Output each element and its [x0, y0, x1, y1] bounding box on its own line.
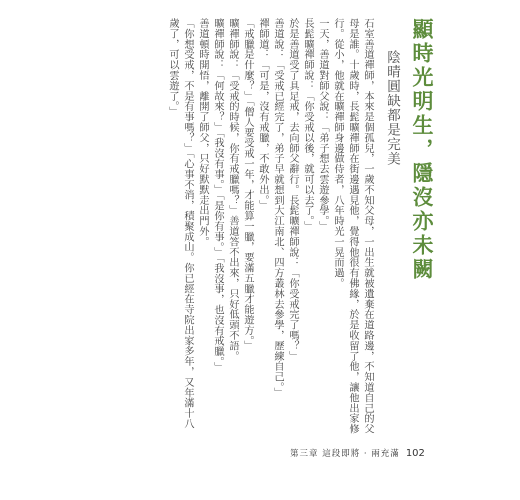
paragraph: 石室善道禪師，本來是個孤兒，一歲不知父母，一出生就被遺棄在道路邊，不知道自己的父母是誰。十歲時，長髭曠禪師在街邊遇見他，覺得他很有佛緣，於是收留了他，讓他出家修行。從小，他就在曠禪師身邊做侍者，八年時光一晃而過。: [332, 18, 373, 434]
body-text: [165, 18, 375, 438]
chapter-running-head: 第三章 這段即將 · 兩充滿: [290, 449, 400, 459]
paragraph: 曠禪師說：「何故來？」「我沒有事。」「是你有事。」「我沒事，也沒有戒臘。」: [212, 18, 223, 373]
paragraph: 「戒臘是什麼？」「僧人要受戒一年，才能算一臘，要滿五臘才能遊方。」: [242, 18, 253, 351]
chapter-subtitle: 陰晴圓缺都是完美: [384, 50, 400, 166]
paragraph: 「你想受戒，不是有事嗎？」「心事不消，積聚成山。你已經在寺院出家多年，又年滿十八歲了，可以雲遊了。」: [167, 18, 193, 429]
paragraph: 善道頓時開悟，離開了師父，只好默默走出門外。: [197, 18, 208, 247]
paragraph: 長髭曠禪師說：「你受戒以後，就可以去了。」: [302, 18, 313, 232]
paragraph: 善道說：「受戒已經完了，弟子早就想到大江南北、四方叢林去參學，歷練自己。」: [272, 18, 283, 398]
chapter-title: 顯時光明生，隱沒亦未闕: [410, 18, 435, 282]
paragraph: 曠禪師說：「受戒的時候，你有戒臘嗎？」善道答不出來，只好低頭不語。: [227, 18, 238, 362]
page-footer: [290, 447, 425, 459]
paragraph: 一天，善道對師父說：「弟子想去雲遊參學。」: [317, 18, 328, 232]
paragraph: 於是善道受了具足戒，去向師父辭行。長髭曠禪師說：「你受戒完了嗎？」: [287, 18, 298, 362]
page-number: 102: [405, 448, 425, 459]
paragraph: 禪師道：「可是，沒有戒臘，不敢外出。」: [257, 18, 268, 211]
